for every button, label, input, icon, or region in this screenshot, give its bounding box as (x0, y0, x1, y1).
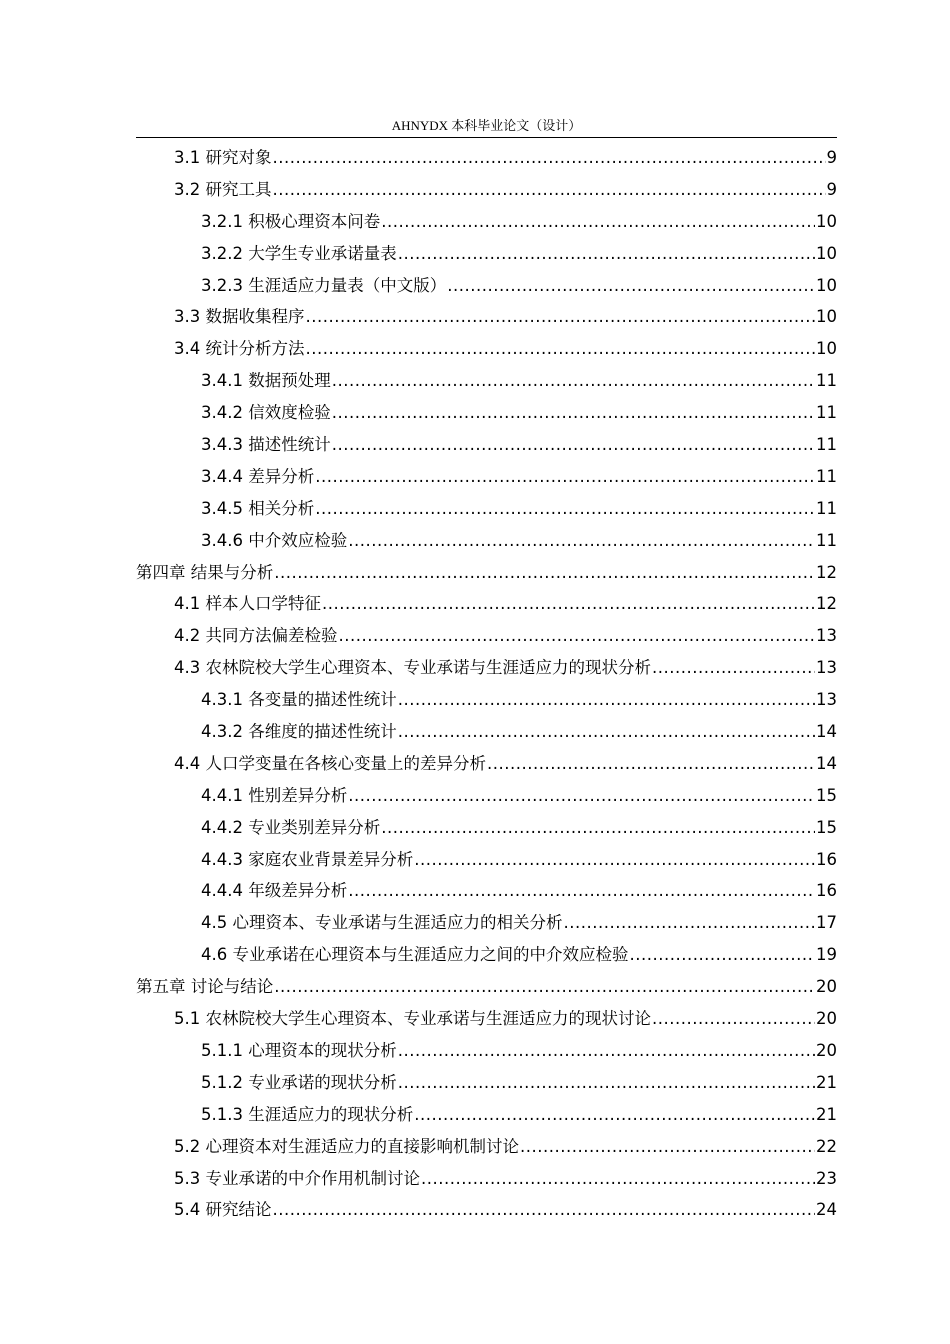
toc-dot-leader (322, 588, 815, 620)
toc-entry-label: 5.1.1 心理资本的现状分析 (201, 1040, 397, 1060)
toc-entry-label: 4.3.2 各维度的描述性统计 (201, 722, 397, 742)
toc-dot-leader (348, 525, 815, 557)
toc-entry-label: 4.4.4 年级差异分析 (201, 881, 348, 901)
toc-entry-label: 3.4.3 描述性统计 (201, 435, 331, 455)
toc-dot-leader (348, 780, 815, 812)
toc-entry-label: 4.1 样本人口学特征 (174, 594, 321, 614)
toc-entry[interactable] (136, 174, 837, 206)
toc-page-number: 20 (816, 977, 837, 997)
toc-dot-leader (398, 1067, 815, 1099)
toc-entry[interactable] (136, 588, 837, 620)
toc-entry[interactable] (136, 1194, 837, 1226)
toc-dot-leader (398, 716, 815, 748)
table-of-contents (136, 142, 837, 1226)
toc-page-number: 11 (816, 371, 837, 391)
toc-page-number: 19 (816, 945, 837, 965)
toc-page-number: 15 (816, 817, 837, 837)
toc-entry[interactable] (136, 620, 837, 652)
toc-dot-leader (520, 1131, 815, 1163)
toc-page-number: 13 (816, 626, 837, 646)
toc-entry-label: 5.1 农林院校大学生心理资本、专业承诺与生涯适应力的现状讨论 (174, 1009, 651, 1029)
toc-entry-label: 4.4 人口学变量在各核心变量上的差异分析 (174, 753, 486, 773)
toc-dot-leader (332, 397, 815, 429)
toc-entry-label: 4.4.2 专业类别差异分析 (201, 817, 381, 837)
toc-page-number: 22 (816, 1136, 837, 1156)
toc-dot-leader (306, 333, 816, 365)
toc-dot-leader (421, 1163, 815, 1195)
toc-entry[interactable] (136, 1003, 837, 1035)
toc-page-number: 9 (826, 148, 837, 167)
toc-page-number: 11 (816, 466, 837, 486)
toc-page-number: 10 (816, 339, 837, 359)
toc-entry-label: 3.1 研究对象 (174, 148, 272, 167)
toc-entry-label: 3.2.2 大学生专业承诺量表 (201, 243, 397, 263)
toc-entry-label: 5.4 研究结论 (174, 1200, 272, 1220)
toc-page-number: 21 (816, 1104, 837, 1124)
toc-entry-label: 3.2 研究工具 (174, 179, 272, 199)
toc-entry-label: 第四章 结果与分析 (136, 562, 274, 582)
toc-dot-leader (273, 174, 826, 206)
toc-dot-leader (348, 875, 815, 907)
toc-page-number: 11 (816, 435, 837, 455)
toc-dot-leader (630, 939, 816, 971)
toc-dot-leader (381, 206, 815, 238)
toc-dot-leader (414, 1099, 815, 1131)
toc-entry-label: 4.4.3 家庭农业背景差异分析 (201, 849, 414, 869)
toc-entry-label: 3.2.1 积极心理资本问卷 (201, 211, 381, 231)
toc-dot-leader (398, 238, 815, 270)
toc-entry-label: 3.4.6 中介效应检验 (201, 530, 348, 550)
toc-dot-leader (332, 429, 815, 461)
toc-dot-leader (487, 748, 815, 780)
toc-dot-leader (273, 1194, 816, 1226)
toc-entry-label: 3.4.1 数据预处理 (201, 371, 331, 391)
toc-page-number: 14 (816, 753, 837, 773)
toc-entry[interactable] (136, 780, 837, 812)
toc-entry[interactable] (136, 1163, 837, 1195)
toc-page-number: 16 (816, 849, 837, 869)
toc-page-number: 11 (816, 498, 837, 518)
toc-entry[interactable] (136, 971, 837, 1003)
toc-entry[interactable] (136, 333, 837, 365)
toc-entry[interactable] (136, 301, 837, 333)
toc-entry[interactable] (136, 1131, 837, 1163)
toc-dot-leader (332, 365, 815, 397)
toc-dot-leader (315, 493, 815, 525)
toc-entry-label: 3.4 统计分析方法 (174, 339, 305, 359)
toc-page-number: 13 (816, 658, 837, 678)
toc-entry-label: 第五章 讨论与结论 (136, 977, 274, 997)
toc-dot-leader (381, 812, 815, 844)
toc-entry[interactable] (136, 812, 837, 844)
toc-page-number: 10 (816, 211, 837, 231)
toc-page-number: 14 (816, 722, 837, 742)
toc-page-number: 13 (816, 690, 837, 710)
toc-entry-label: 4.4.1 性别差异分析 (201, 785, 348, 805)
toc-page-number: 12 (816, 594, 837, 614)
toc-page-number: 10 (816, 243, 837, 263)
toc-page-number: 20 (816, 1009, 837, 1029)
toc-entry[interactable] (136, 748, 837, 780)
toc-dot-leader (652, 652, 815, 684)
toc-entry-label: 4.2 共同方法偏差检验 (174, 626, 338, 646)
toc-dot-leader (339, 620, 816, 652)
toc-entry[interactable] (136, 365, 837, 397)
toc-page-number: 9 (826, 179, 837, 199)
toc-entry[interactable] (136, 493, 837, 525)
toc-page-number: 21 (816, 1072, 837, 1092)
toc-entry[interactable] (136, 206, 837, 238)
running-header: AHNYDX 本科毕业论文（设计） (391, 118, 582, 133)
toc-entry-label: 4.5 心理资本、专业承诺与生涯适应力的相关分析 (201, 913, 563, 933)
toc-entry-label: 5.2 心理资本对生涯适应力的直接影响机制讨论 (174, 1136, 519, 1156)
toc-entry[interactable] (136, 652, 837, 684)
toc-dot-leader (652, 1003, 815, 1035)
toc-entry-label: 3.4.4 差异分析 (201, 466, 315, 486)
toc-page-number: 20 (816, 1040, 837, 1060)
toc-dot-leader (447, 270, 815, 302)
toc-page-number: 23 (816, 1168, 837, 1188)
toc-page-number: 10 (816, 275, 837, 295)
toc-entry-label: 3.4.2 信效度检验 (201, 403, 331, 423)
toc-entry[interactable] (136, 844, 837, 876)
toc-entry[interactable] (136, 907, 837, 939)
toc-page-number: 11 (816, 530, 837, 550)
toc-dot-leader (398, 1035, 815, 1067)
toc-entry[interactable] (136, 716, 837, 748)
toc-entry[interactable] (136, 875, 837, 907)
toc-entry[interactable] (136, 461, 837, 493)
toc-entry[interactable] (136, 142, 837, 174)
toc-entry-label: 5.1.3 生涯适应力的现状分析 (201, 1104, 414, 1124)
toc-dot-leader (273, 142, 826, 174)
toc-dot-leader (398, 684, 815, 716)
toc-dot-leader (274, 557, 815, 589)
toc-page-number: 11 (816, 403, 837, 423)
toc-entry[interactable] (136, 1035, 837, 1067)
toc-entry[interactable] (136, 429, 837, 461)
toc-page-number: 12 (816, 562, 837, 582)
toc-dot-leader (274, 971, 815, 1003)
toc-entry[interactable] (136, 939, 837, 971)
toc-entry-label: 3.4.5 相关分析 (201, 498, 315, 518)
toc-entry-label: 3.2.3 生涯适应力量表（中文版） (201, 275, 447, 295)
toc-dot-leader (315, 461, 815, 493)
toc-page-number: 24 (816, 1200, 837, 1220)
toc-entry-label: 5.1.2 专业承诺的现状分析 (201, 1072, 397, 1092)
toc-entry[interactable] (136, 238, 837, 270)
toc-dot-leader (414, 844, 815, 876)
toc-entry[interactable] (136, 525, 837, 557)
toc-entry-label: 5.3 专业承诺的中介作用机制讨论 (174, 1168, 420, 1188)
toc-entry[interactable] (136, 557, 837, 589)
toc-entry-label: 3.3 数据收集程序 (174, 307, 305, 327)
toc-entry[interactable] (136, 684, 837, 716)
toc-entry-label: 4.3.1 各变量的描述性统计 (201, 690, 397, 710)
toc-entry[interactable] (136, 270, 837, 302)
toc-page-number: 16 (816, 881, 837, 901)
toc-entry[interactable] (136, 1067, 837, 1099)
toc-entry-label: 4.3 农林院校大学生心理资本、专业承诺与生涯适应力的现状分析 (174, 658, 651, 678)
toc-page-number: 15 (816, 785, 837, 805)
header-rule (136, 137, 837, 138)
toc-entry[interactable] (136, 1099, 837, 1131)
toc-page-number: 10 (816, 307, 837, 327)
toc-entry-label: 4.6 专业承诺在心理资本与生涯适应力之间的中介效应检验 (201, 945, 629, 965)
toc-dot-leader (564, 907, 816, 939)
toc-dot-leader (306, 301, 816, 333)
toc-entry[interactable] (136, 397, 837, 429)
toc-page-number: 17 (816, 913, 837, 933)
